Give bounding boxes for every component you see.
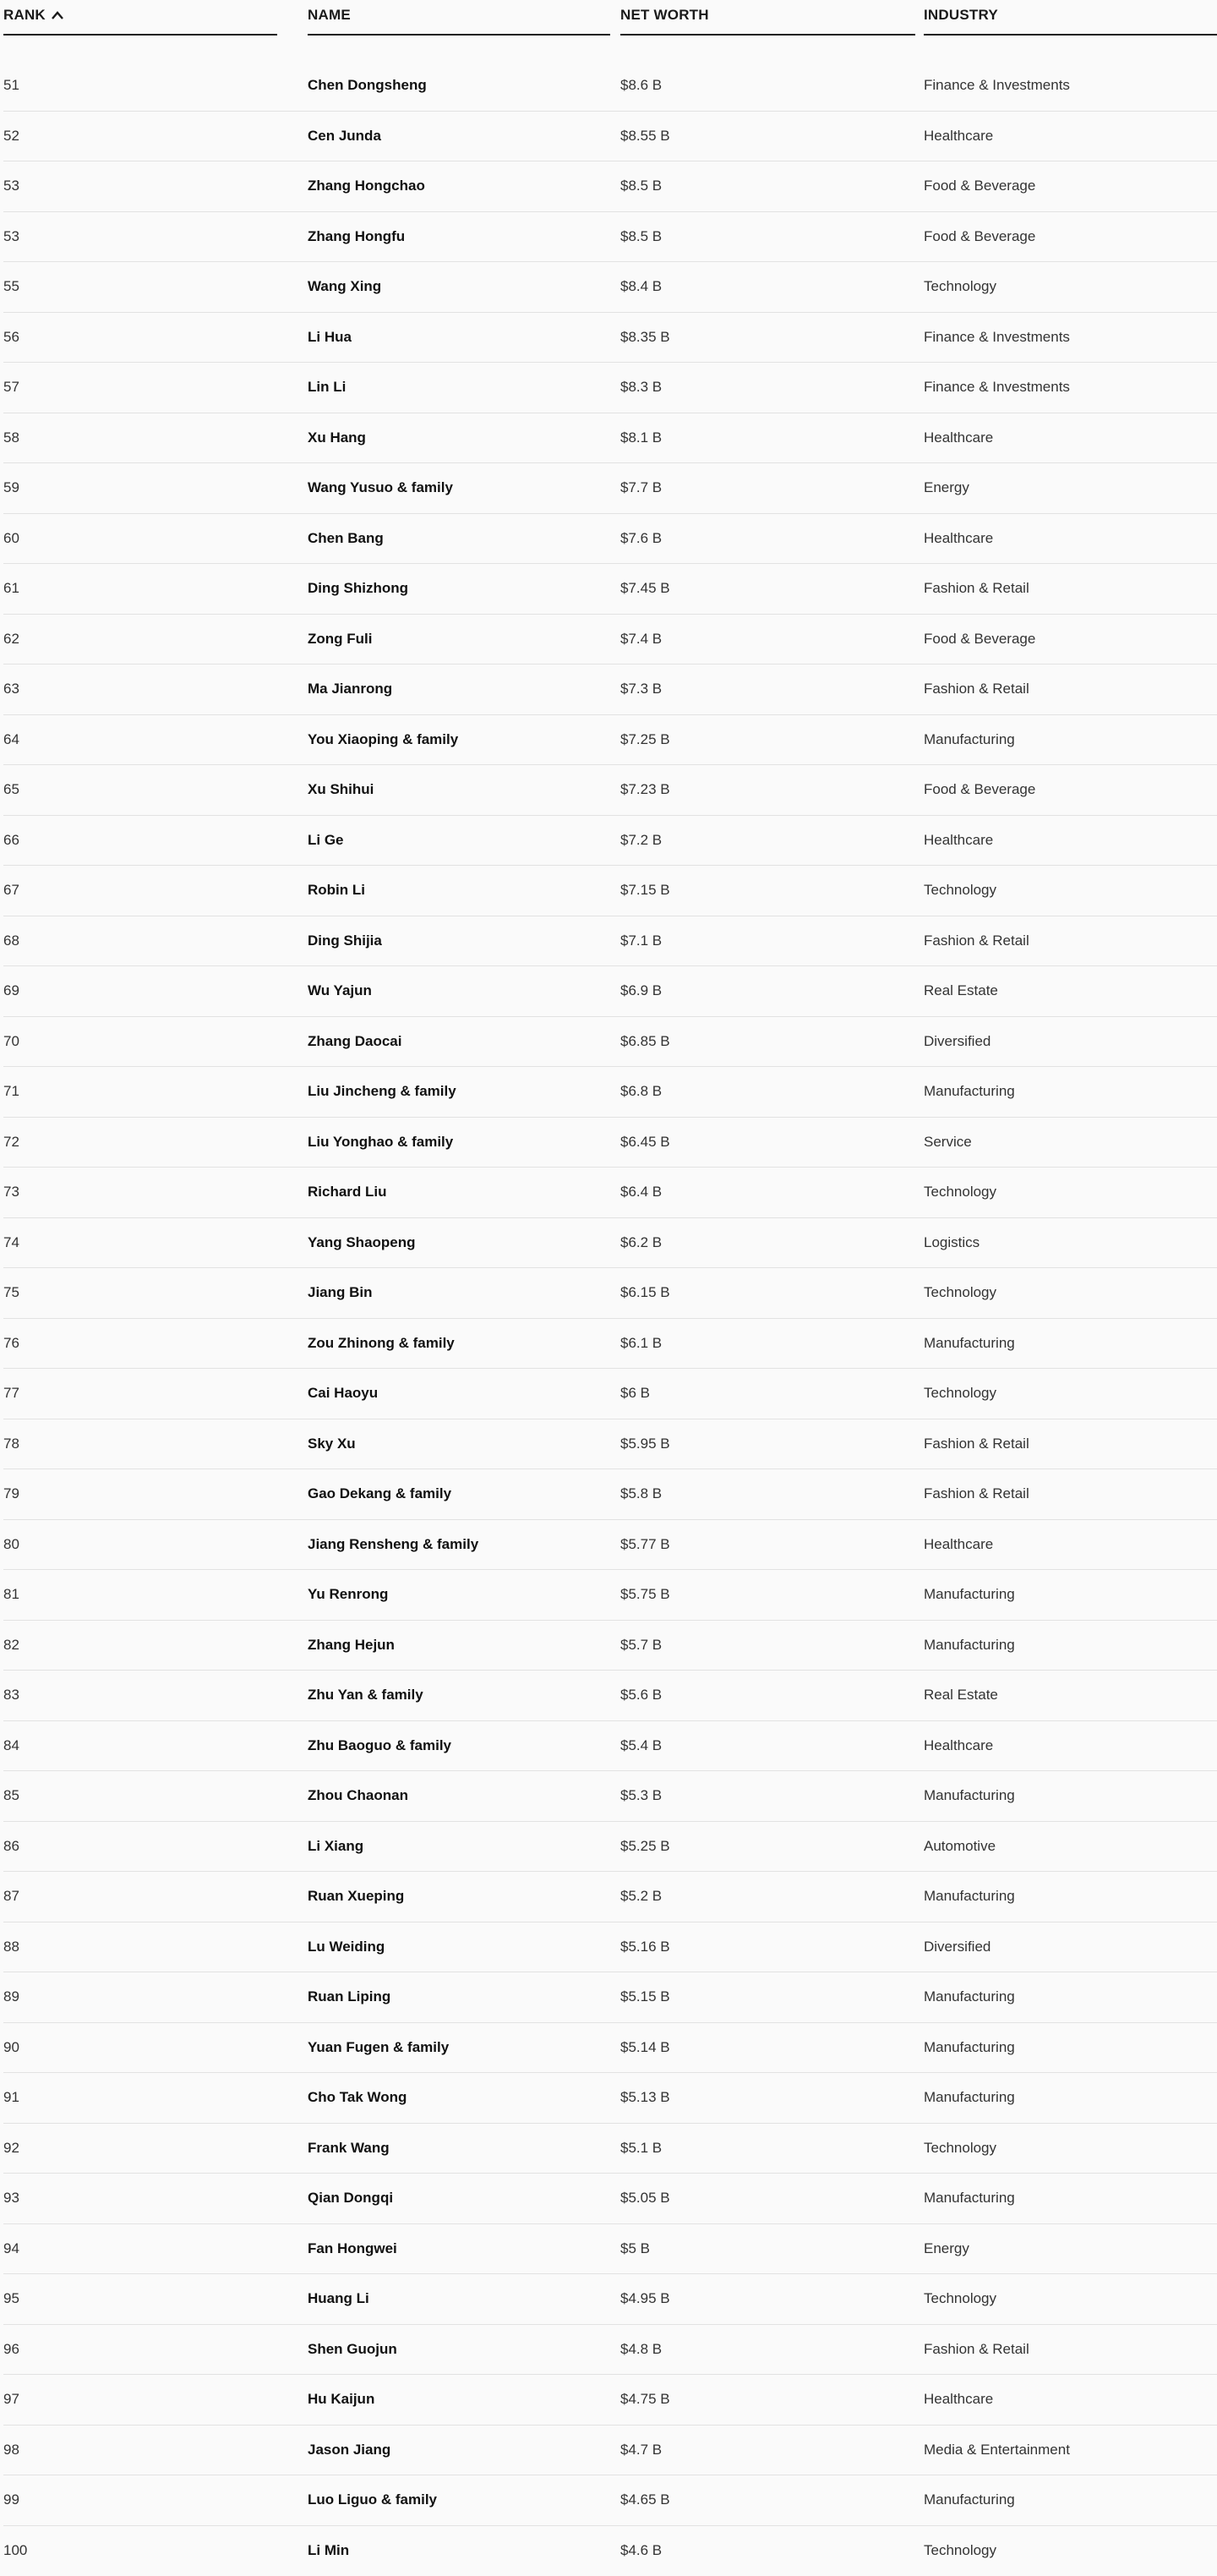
table-row[interactable] [3,2375,1217,2426]
rank-column-header[interactable] [3,0,277,36]
table-row[interactable] [3,463,1217,514]
table-row[interactable] [3,1268,1217,1319]
table-row[interactable] [3,1319,1217,1370]
industry-cell: Finance & Investments [924,379,1217,396]
rank-cell: 51 [3,77,277,94]
name-cell[interactable]: Lin Li [308,379,610,396]
name-cell[interactable]: Li Ge [308,832,610,849]
name-cell[interactable]: Huang Li [308,2290,610,2307]
rank-cell: 56 [3,329,277,346]
table-row[interactable] [3,112,1217,162]
table-row[interactable] [3,866,1217,916]
name-cell[interactable]: Wu Yajun [308,982,610,999]
name-cell[interactable]: Xu Shihui [308,781,610,798]
industry-cell: Real Estate [924,982,1217,999]
table-row[interactable] [3,1721,1217,1772]
industry-cell: Technology [924,278,1217,295]
net-worth-cell: $8.55 B [620,128,915,145]
table-row[interactable] [3,161,1217,212]
net-worth-cell: $8.1 B [620,429,915,446]
net-worth-cell: $4.7 B [620,2442,915,2458]
name-cell[interactable]: Zhang Hejun [308,1637,610,1654]
industry-cell: Healthcare [924,1536,1217,1553]
table-row[interactable] [3,2475,1217,2526]
table-row[interactable] [3,2325,1217,2376]
industry-cell: Technology [924,1284,1217,1301]
table-body [3,61,1217,2576]
rank-cell: 72 [3,1134,277,1151]
name-cell[interactable]: Ma Jianrong [308,681,610,697]
industry-cell: Manufacturing [924,2039,1217,2056]
rank-cell: 80 [3,1536,277,1553]
rank-cell: 91 [3,2089,277,2106]
net-worth-cell: $8.6 B [620,77,915,94]
rank-cell: 75 [3,1284,277,1301]
industry-cell: Manufacturing [924,1335,1217,1352]
table-row[interactable] [3,1922,1217,1973]
industry-cell: Real Estate [924,1687,1217,1704]
table-row[interactable] [3,1520,1217,1571]
net-worth-cell: $7.25 B [620,731,915,748]
industry-cell: Fashion & Retail [924,1436,1217,1452]
net-worth-cell: $7.1 B [620,933,915,949]
rank-cell: 58 [3,429,277,446]
net-worth-cell: $5.15 B [620,1988,915,2005]
industry-cell: Automotive [924,1838,1217,1855]
net-worth-cell: $4.6 B [620,2542,915,2559]
table-row[interactable] [3,212,1217,263]
net-worth-cell: $6 B [620,1385,915,1402]
industry-cell: Food & Beverage [924,781,1217,798]
net-worth-cell: $7.3 B [620,681,915,697]
rank-cell: 73 [3,1184,277,1200]
rank-cell: 87 [3,1888,277,1905]
net-worth-cell: $6.1 B [620,1335,915,1352]
name-cell[interactable]: Zhu Baoguo & family [308,1737,610,1754]
rank-cell: 95 [3,2290,277,2307]
rank-cell: 57 [3,379,277,396]
industry-cell: Manufacturing [924,731,1217,748]
name-cell[interactable]: Hu Kaijun [308,2391,610,2408]
name-cell[interactable]: Jiang Rensheng & family [308,1536,610,1553]
rank-cell: 81 [3,1586,277,1603]
table-row[interactable] [3,765,1217,816]
name-cell[interactable]: Luo Liguo & family [308,2491,610,2508]
industry-cell: Technology [924,2140,1217,2157]
rank-cell: 74 [3,1234,277,1251]
net-worth-cell: $5.95 B [620,1436,915,1452]
name-cell[interactable]: Robin Li [308,882,610,899]
rank-cell: 68 [3,933,277,949]
net-worth-cell: $7.4 B [620,631,915,648]
rank-cell: 71 [3,1083,277,1100]
name-cell[interactable]: Zhang Daocai [308,1033,610,1050]
net-worth-cell: $5.14 B [620,2039,915,2056]
name-cell[interactable]: Li Min [308,2542,610,2559]
industry-cell: Manufacturing [924,1988,1217,2005]
net-worth-cell: $6.8 B [620,1083,915,1100]
industry-cell: Healthcare [924,2391,1217,2408]
industry-cell: Fashion & Retail [924,681,1217,697]
name-cell[interactable]: Xu Hang [308,429,610,446]
rank-cell: 83 [3,1687,277,1704]
table-row[interactable] [3,1118,1217,1168]
table-row[interactable] [3,1570,1217,1621]
industry-cell: Manufacturing [924,1586,1217,1603]
name-cell[interactable]: Ding Shizhong [308,580,610,597]
net-worth-cell: $5.6 B [620,1687,915,1704]
table-row[interactable] [3,2274,1217,2325]
name-cell[interactable]: Chen Bang [308,530,610,547]
net-worth-cell: $5.05 B [620,2190,915,2207]
rank-cell: 52 [3,128,277,145]
industry-cell: Technology [924,2290,1217,2307]
rank-cell: 61 [3,580,277,597]
net-worth-cell: $5.3 B [620,1787,915,1804]
net-worth-cell: $7.7 B [620,479,915,496]
industry-header-label: INDUSTRY [924,7,998,24]
name-cell[interactable]: Liu Yonghao & family [308,1134,610,1151]
table-row[interactable] [3,665,1217,715]
rank-cell: 78 [3,1436,277,1452]
rank-header-label: RANK [3,7,46,24]
name-cell[interactable]: Shen Guojun [308,2341,610,2358]
industry-cell: Energy [924,479,1217,496]
table-row[interactable] [3,715,1217,766]
net-worth-cell: $8.5 B [620,178,915,194]
rank-cell: 65 [3,781,277,798]
rank-cell: 55 [3,278,277,295]
industry-cell: Manufacturing [924,2190,1217,2207]
name-cell[interactable]: Ding Shijia [308,933,610,949]
industry-cell: Diversified [924,1939,1217,1955]
net-worth-cell: $5.13 B [620,2089,915,2106]
name-cell[interactable]: Cho Tak Wong [308,2089,610,2106]
rank-cell: 79 [3,1485,277,1502]
industry-cell: Finance & Investments [924,329,1217,346]
name-column-header[interactable] [308,0,610,36]
industry-cell: Energy [924,2240,1217,2257]
net-worth-cell: $8.4 B [620,278,915,295]
net-worth-cell: $7.45 B [620,580,915,597]
net-worth-cell: $5.75 B [620,1586,915,1603]
net-worth-cell: $5 B [620,2240,915,2257]
industry-cell: Media & Entertainment [924,2442,1217,2458]
net-worth-cell: $4.65 B [620,2491,915,2508]
rank-cell: 89 [3,1988,277,2005]
name-cell[interactable]: Yang Shaopeng [308,1234,610,1251]
table-row[interactable] [3,1168,1217,1218]
table-row[interactable] [3,1017,1217,1068]
rank-cell: 77 [3,1385,277,1402]
net-worth-cell: $8.5 B [620,228,915,245]
table-row[interactable] [3,363,1217,413]
industry-cell: Manufacturing [924,2491,1217,2508]
table-row[interactable] [3,615,1217,665]
rank-cell: 97 [3,2391,277,2408]
table-row[interactable] [3,262,1217,313]
rank-cell: 94 [3,2240,277,2257]
industry-cell: Manufacturing [924,1888,1217,1905]
table-row[interactable] [3,61,1217,112]
name-cell[interactable]: Liu Jincheng & family [308,1083,610,1100]
name-cell[interactable]: Jason Jiang [308,2442,610,2458]
table-row[interactable] [3,2124,1217,2174]
table-row[interactable] [3,1419,1217,1470]
name-cell[interactable]: Cai Haoyu [308,1385,610,1402]
name-cell[interactable]: Frank Wang [308,2140,610,2157]
table-row[interactable] [3,1822,1217,1873]
name-header-label: NAME [308,7,351,24]
industry-cell: Healthcare [924,832,1217,849]
table-row[interactable] [3,313,1217,364]
name-cell[interactable]: You Xiaoping & family [308,731,610,748]
industry-cell: Service [924,1134,1217,1151]
name-cell[interactable]: Li Hua [308,329,610,346]
net-worth-cell: $6.9 B [620,982,915,999]
industry-cell: Technology [924,882,1217,899]
net-worth-cell: $5.16 B [620,1939,915,1955]
name-cell[interactable]: Zong Fuli [308,631,610,648]
table-row[interactable] [3,1469,1217,1520]
table-header [3,0,1217,36]
name-cell[interactable]: Ruan Xueping [308,1888,610,1905]
industry-column-header[interactable] [924,0,1217,36]
table-row[interactable] [3,1218,1217,1269]
table-row[interactable] [3,413,1217,464]
industry-cell: Fashion & Retail [924,580,1217,597]
net-worth-cell: $5.8 B [620,1485,915,1502]
rank-cell: 96 [3,2341,277,2358]
industry-cell: Fashion & Retail [924,1485,1217,1502]
rank-cell: 70 [3,1033,277,1050]
net-worth-cell: $5.7 B [620,1637,915,1654]
industry-cell: Healthcare [924,429,1217,446]
net-worth-header-label: NET WORTH [620,7,709,24]
net-worth-cell: $7.15 B [620,882,915,899]
table-row[interactable] [3,1771,1217,1822]
rank-cell: 90 [3,2039,277,2056]
net-worth-cell: $6.45 B [620,1134,915,1151]
rank-cell: 84 [3,1737,277,1754]
table-row[interactable] [3,1621,1217,1671]
net-worth-column-header[interactable] [620,0,915,36]
industry-cell: Fashion & Retail [924,933,1217,949]
rank-cell: 69 [3,982,277,999]
industry-cell: Diversified [924,1033,1217,1050]
net-worth-cell: $4.8 B [620,2341,915,2358]
rank-cell: 67 [3,882,277,899]
industry-cell: Healthcare [924,1737,1217,1754]
table-row[interactable] [3,1369,1217,1419]
table-row[interactable] [3,2023,1217,2074]
rank-cell: 93 [3,2190,277,2207]
billionaires-table [3,0,1217,2576]
net-worth-cell: $7.23 B [620,781,915,798]
table-row[interactable] [3,2224,1217,2275]
rank-cell: 66 [3,832,277,849]
industry-cell: Manufacturing [924,1083,1217,1100]
name-cell[interactable]: Qian Dongqi [308,2190,610,2207]
industry-cell: Manufacturing [924,1787,1217,1804]
name-cell[interactable]: Fan Hongwei [308,2240,610,2257]
industry-cell: Healthcare [924,128,1217,145]
industry-cell: Finance & Investments [924,77,1217,94]
net-worth-cell: $6.85 B [620,1033,915,1050]
name-cell[interactable]: Ruan Liping [308,1988,610,2005]
rank-cell: 82 [3,1637,277,1654]
name-cell[interactable]: Lu Weiding [308,1939,610,1955]
name-cell[interactable]: Li Xiang [308,1838,610,1855]
net-worth-cell: $7.6 B [620,530,915,547]
industry-cell: Technology [924,1385,1217,1402]
rank-cell: 59 [3,479,277,496]
name-cell[interactable]: Zhang Hongchao [308,178,610,194]
rank-cell: 100 [3,2542,277,2559]
industry-cell: Healthcare [924,530,1217,547]
table-row[interactable] [3,816,1217,867]
industry-cell: Technology [924,1184,1217,1200]
rank-cell: 92 [3,2140,277,2157]
net-worth-cell: $4.95 B [620,2290,915,2307]
table-row[interactable] [3,1872,1217,1922]
name-cell[interactable]: Cen Junda [308,128,610,145]
net-worth-cell: $5.2 B [620,1888,915,1905]
rank-cell: 53 [3,228,277,245]
chevron-up-icon[interactable] [51,10,64,20]
name-cell[interactable]: Richard Liu [308,1184,610,1200]
name-cell[interactable]: Jiang Bin [308,1284,610,1301]
name-cell[interactable]: Yu Renrong [308,1586,610,1603]
industry-cell: Food & Beverage [924,631,1217,648]
rank-cell: 60 [3,530,277,547]
net-worth-cell: $4.75 B [620,2391,915,2408]
net-worth-cell: $5.25 B [620,1838,915,1855]
table-row[interactable] [3,2526,1217,2576]
industry-cell: Technology [924,2542,1217,2559]
table-row[interactable] [3,966,1217,1017]
name-cell[interactable]: Wang Yusuo & family [308,479,610,496]
net-worth-cell: $8.3 B [620,379,915,396]
rank-cell: 88 [3,1939,277,1955]
name-cell[interactable]: Zhou Chaonan [308,1787,610,1804]
industry-cell: Food & Beverage [924,178,1217,194]
name-cell[interactable]: Sky Xu [308,1436,610,1452]
table-row[interactable] [3,1671,1217,1721]
rank-cell: 99 [3,2491,277,2508]
name-cell[interactable]: Zhang Hongfu [308,228,610,245]
rank-cell: 53 [3,178,277,194]
industry-cell: Food & Beverage [924,228,1217,245]
industry-cell: Logistics [924,1234,1217,1251]
rank-cell: 62 [3,631,277,648]
net-worth-cell: $5.77 B [620,1536,915,1553]
net-worth-cell: $7.2 B [620,832,915,849]
table-row[interactable] [3,916,1217,967]
net-worth-cell: $8.35 B [620,329,915,346]
rank-cell: 76 [3,1335,277,1352]
net-worth-cell: $5.4 B [620,1737,915,1754]
table-row[interactable] [3,2174,1217,2224]
rank-cell: 86 [3,1838,277,1855]
name-cell[interactable]: Chen Dongsheng [308,77,610,94]
table-row[interactable] [3,2426,1217,2476]
rank-cell: 63 [3,681,277,697]
industry-cell: Manufacturing [924,2089,1217,2106]
net-worth-cell: $6.4 B [620,1184,915,1200]
table-row[interactable] [3,2073,1217,2124]
name-cell[interactable]: Zhu Yan & family [308,1687,610,1704]
name-cell[interactable]: Zou Zhinong & family [308,1335,610,1352]
table-row[interactable] [3,1972,1217,2023]
table-row[interactable] [3,514,1217,565]
rank-cell: 85 [3,1787,277,1804]
rank-cell: 64 [3,731,277,748]
name-cell[interactable]: Gao Dekang & family [308,1485,610,1502]
rank-cell: 98 [3,2442,277,2458]
net-worth-cell: $6.2 B [620,1234,915,1251]
name-cell[interactable]: Wang Xing [308,278,610,295]
name-cell[interactable]: Yuan Fugen & family [308,2039,610,2056]
net-worth-cell: $6.15 B [620,1284,915,1301]
net-worth-cell: $5.1 B [620,2140,915,2157]
table-row[interactable] [3,564,1217,615]
table-row[interactable] [3,1067,1217,1118]
industry-cell: Fashion & Retail [924,2341,1217,2358]
industry-cell: Manufacturing [924,1637,1217,1654]
